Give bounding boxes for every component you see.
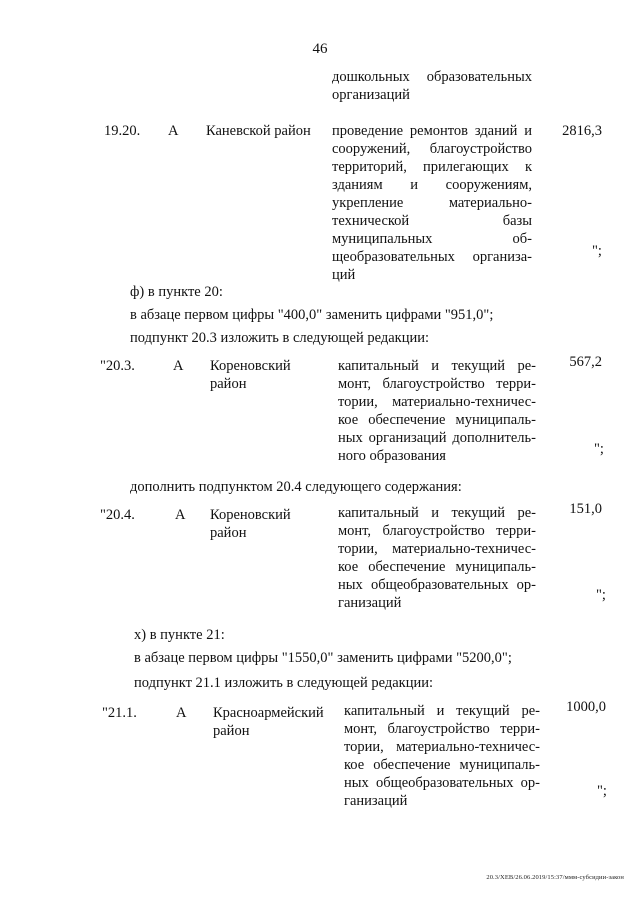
row-category: А bbox=[173, 358, 184, 374]
row-district: Кореновский район bbox=[210, 358, 291, 392]
row-category: А bbox=[168, 123, 179, 139]
closing-quote: "; bbox=[597, 783, 607, 799]
row-amount: 567,2 bbox=[569, 354, 602, 370]
row-description: капитальный и текущий ремонт, благоустройство территории, материально-техническое обеспечение муниципальных общеобразовательных организаций bbox=[338, 505, 536, 611]
paragraph: подпункт 20.3 изложить в следующей редакции: bbox=[130, 330, 430, 346]
row-number: "21.1. bbox=[102, 705, 137, 721]
paragraph: дополнить подпунктом 20.4 следующего содержания: bbox=[130, 479, 462, 495]
row-number: "20.4. bbox=[100, 507, 135, 523]
paragraph: подпункт 21.1 изложить в следующей редакции: bbox=[134, 675, 434, 691]
row-category: А bbox=[175, 507, 186, 523]
row-description: капитальный и текущий ремонт, благоустройство территории, материально-техническое обеспечение муниципальных организаций дополнительного образования bbox=[338, 358, 536, 464]
closing-quote: "; bbox=[596, 587, 606, 603]
paragraph: в абзаце первом цифры "1550,0" заменить цифрами "5200,0"; bbox=[134, 650, 512, 666]
row-amount: 2816,3 bbox=[562, 123, 602, 139]
page-number: 46 bbox=[312, 41, 328, 57]
row-district: Каневской район bbox=[206, 123, 311, 139]
row-category: А bbox=[176, 705, 187, 721]
closing-quote: "; bbox=[592, 243, 602, 259]
paragraph: х) в пункте 21: bbox=[134, 627, 225, 643]
paragraph: ф) в пункте 20: bbox=[130, 284, 223, 300]
row-district: Красноармейский район bbox=[213, 705, 324, 739]
document-footer-code: 20.3/ХЕВ/26.06.2019/15:37/ммм-субсидии-закон bbox=[486, 874, 624, 881]
table-row-continuation bbox=[332, 68, 532, 104]
row-number: 19.20. bbox=[104, 123, 141, 139]
row-number: "20.3. bbox=[100, 358, 135, 374]
paragraph: в абзаце первом цифры "400,0" заменить цифрами "951,0"; bbox=[130, 307, 494, 323]
closing-quote: "; bbox=[594, 441, 604, 457]
row-amount: 151,0 bbox=[569, 501, 602, 517]
row-description: проведение ремонтов зданий и сооружений, благоустройство территорий, прилегающих к зданиям и сооружениям, укрепление материально-технической базы муниципальных общеобразовательных организаций bbox=[332, 123, 532, 283]
row-district: Кореновский район bbox=[210, 507, 291, 541]
row-description: дошкольных образовательных организаций bbox=[332, 69, 532, 103]
row-amount: 1000,0 bbox=[566, 699, 606, 715]
row-description: капитальный и текущий ремонт, благоустройство территории, материально-техническое обеспечение муниципальных общеобразовательных организаций bbox=[344, 703, 540, 809]
